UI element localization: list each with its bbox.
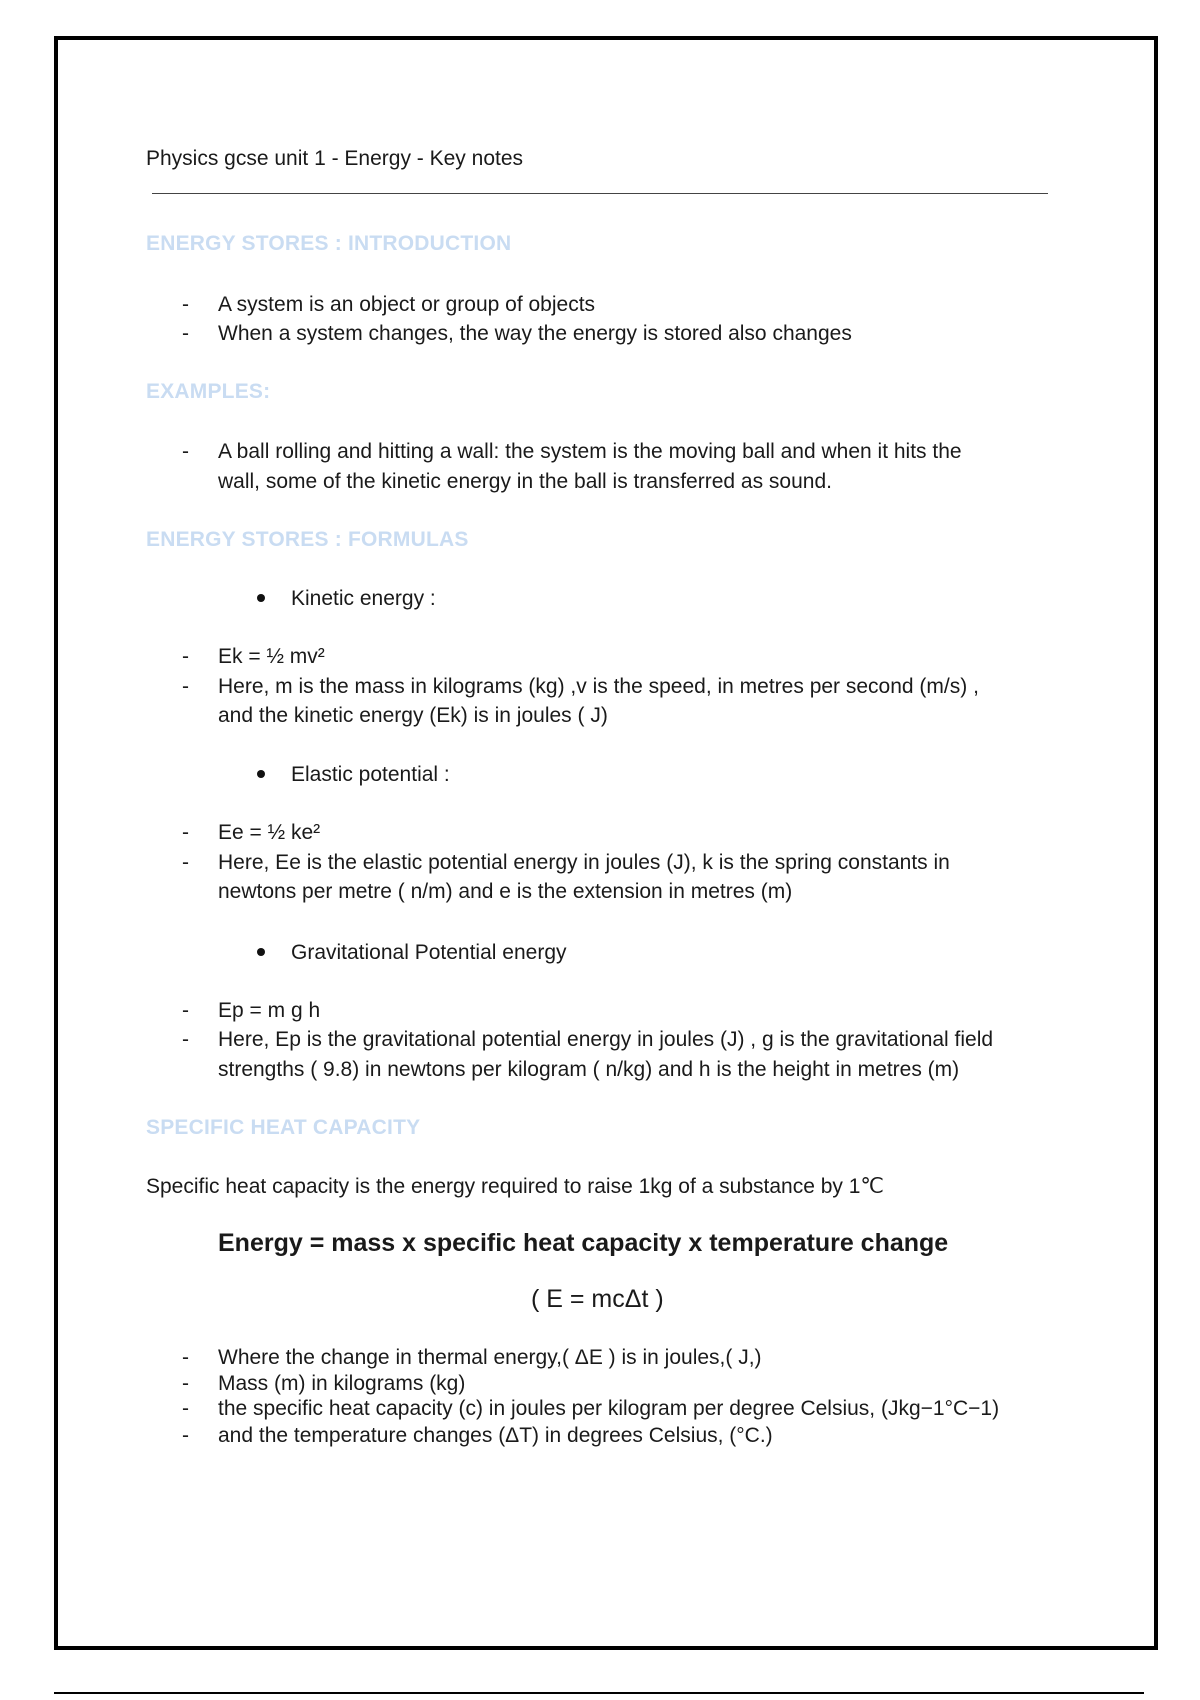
- list-item: Mass (m) in kilograms (kg): [218, 1372, 466, 1395]
- list-item: the specific heat capacity (c) in joules per kilogram per degree Celsius, (Jkg−1°C−1): [218, 1397, 1000, 1420]
- list-item: Where the change in thermal energy,( ΔE ) is in joules,( J,): [218, 1346, 762, 1369]
- elastic-explanation-continuation: newtons per metre ( n/m) and e is the extension in metres (m): [218, 880, 793, 903]
- dash-marker: -: [182, 1346, 189, 1369]
- dash-marker: -: [182, 851, 189, 874]
- dash-marker: -: [182, 999, 189, 1022]
- dash-marker: -: [182, 440, 189, 463]
- list-item: A system is an object or group of objects: [218, 293, 596, 316]
- section-heading-intro: ENERGY STORES : INTRODUCTION: [146, 232, 512, 255]
- subheading-kinetic: Kinetic energy :: [291, 587, 436, 610]
- shc-symbol-formula: ( E = mcΔt ): [531, 1285, 664, 1313]
- subheading-gravitational: Gravitational Potential energy: [291, 941, 567, 964]
- elastic-explanation: Here, Ee is the elastic potential energy in joules (J), k is the spring constants in: [218, 851, 950, 874]
- shc-definition: Specific heat capacity is the energy required to raise 1kg of a substance by 1℃: [146, 1175, 884, 1198]
- title-divider: [152, 193, 1048, 194]
- dash-marker: -: [182, 821, 189, 844]
- dash-marker: -: [182, 1424, 189, 1447]
- dash-marker: -: [182, 1028, 189, 1051]
- page-bottom-rule: [54, 1692, 1144, 1694]
- formula-gravitational: Ep = m g h: [218, 999, 321, 1022]
- gravitational-explanation-continuation: strengths ( 9.8) in newtons per kilogram ( n/kg) and h is the height in metres (m): [218, 1058, 960, 1081]
- dash-marker: -: [182, 322, 189, 345]
- list-item-continuation: wall, some of the kinetic energy in the ball is transferred as sound.: [218, 470, 832, 493]
- kinetic-explanation: Here, m is the mass in kilograms (kg) ,v is the speed, in metres per second (m/s) ,: [218, 675, 979, 698]
- formula-kinetic: Ek = ½ mv²: [218, 645, 325, 668]
- bullet-dot: [257, 594, 265, 602]
- dash-marker: -: [182, 1397, 189, 1420]
- dash-marker: -: [182, 293, 189, 316]
- bullet-dot: [257, 948, 265, 956]
- formula-elastic: Ee = ½ ke²: [218, 821, 321, 844]
- list-item: A ball rolling and hitting a wall: the system is the moving ball and when it hits the: [218, 440, 962, 463]
- section-heading-shc: SPECIFIC HEAT CAPACITY: [146, 1116, 421, 1139]
- subheading-elastic: Elastic potential :: [291, 763, 450, 786]
- kinetic-explanation-continuation: and the kinetic energy (Ek) is in joules ( J): [218, 704, 608, 727]
- list-item: and the temperature changes (ΔT) in degrees Celsius, (°C.): [218, 1424, 773, 1447]
- gravitational-explanation: Here, Ep is the gravitational potential energy in joules (J) , g is the gravitational field: [218, 1028, 994, 1051]
- list-item: When a system changes, the way the energy is stored also changes: [218, 322, 852, 345]
- dash-marker: -: [182, 1372, 189, 1395]
- dash-marker: -: [182, 645, 189, 668]
- section-heading-examples: EXAMPLES:: [146, 380, 271, 403]
- dash-marker: -: [182, 675, 189, 698]
- section-heading-formulas: ENERGY STORES : FORMULAS: [146, 528, 469, 551]
- bullet-dot: [257, 770, 265, 778]
- shc-word-formula: Energy = mass x specific heat capacity x temperature change: [218, 1229, 949, 1257]
- page-title: Physics gcse unit 1 - Energy - Key notes: [146, 147, 524, 170]
